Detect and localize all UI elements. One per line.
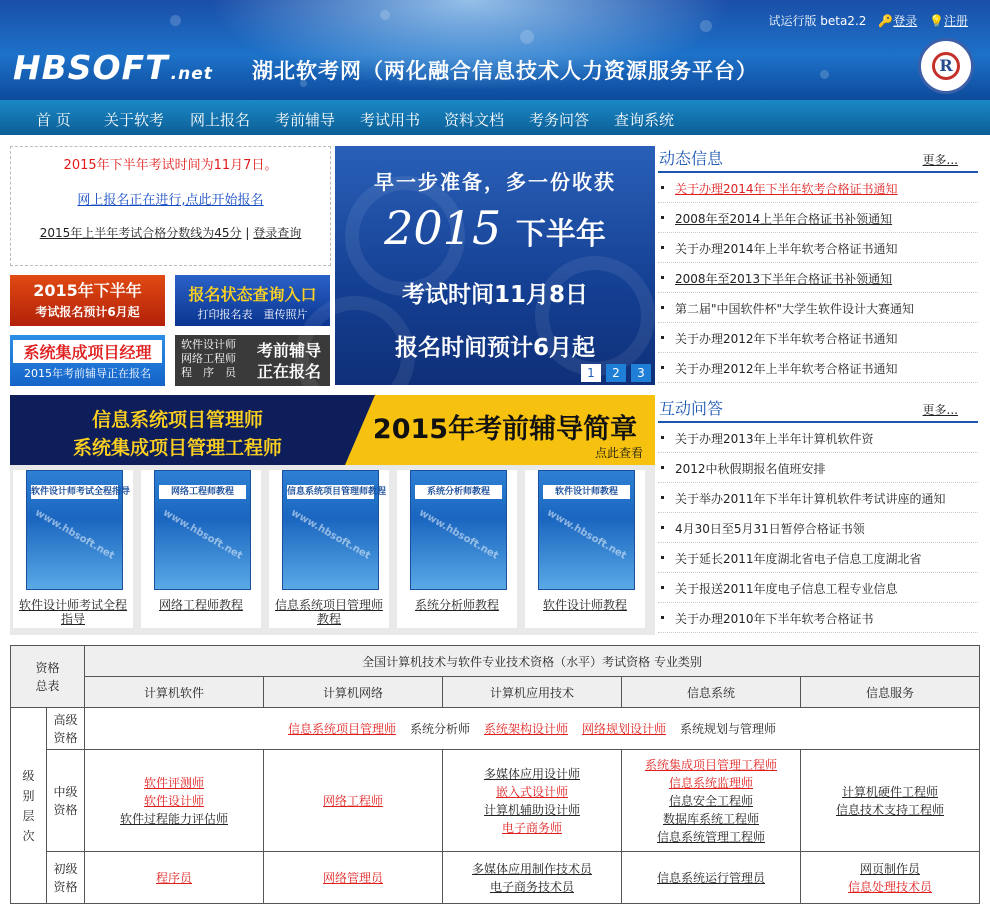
mid-cell-application xyxy=(443,750,622,852)
qualification-link[interactable]: 系统规划与管理师 xyxy=(680,722,777,736)
nav-qa[interactable]: 考务问答 xyxy=(529,111,590,129)
qualification-link[interactable]: 系统集成项目管理工程师 xyxy=(644,757,777,772)
book-cover[interactable]: 系统分析师教程 www.hbsoft.net xyxy=(410,470,507,590)
level-mid: 中级 资格 xyxy=(47,750,85,852)
banner-registration-date: 报名时间预计6月起 xyxy=(394,335,595,361)
mid-cell-info-system xyxy=(622,750,801,852)
exam-date-notice: 2015年下半年考试时间为11月7日。 xyxy=(63,158,278,173)
qualification-link[interactable]: 软件评测师 xyxy=(143,775,204,790)
top-links xyxy=(768,12,968,29)
category-header: 信息服务 xyxy=(801,677,980,708)
banner-page-3[interactable]: 3 xyxy=(631,364,651,382)
score-link[interactable]: 2015年上半年考试合格分数线为45分 xyxy=(39,226,242,240)
nav-about[interactable]: 关于软考 xyxy=(104,111,165,129)
list-item[interactable]: 2008年至2013下半年合格证书补领通知 xyxy=(658,263,978,293)
list-item[interactable]: 2012中秋假期报名值班安排 xyxy=(658,453,978,483)
qualification-link[interactable]: 信息安全工程师 xyxy=(668,793,753,808)
qualification-link[interactable]: 信息技术支持工程师 xyxy=(835,802,944,817)
category-header: 计算机网络 xyxy=(264,677,443,708)
promo-view-link[interactable]: 点此查看 xyxy=(594,446,643,460)
qualification-link[interactable]: 嵌入式设计师 xyxy=(495,784,568,799)
book-item[interactable] xyxy=(13,470,133,628)
more-link[interactable]: 更多... xyxy=(922,153,958,167)
qualification-link[interactable]: 信息系统运行管理员 xyxy=(656,870,765,885)
list-item[interactable]: 关于办理2012年上半年软考合格证书通知 xyxy=(658,353,978,383)
login-link[interactable]: 🔑登录 xyxy=(878,14,918,28)
level-low: 初级 资格 xyxy=(47,852,85,904)
list-item[interactable]: 第二届"中国软件杯"大学生软件设计大赛通知 xyxy=(658,293,978,323)
qualification-link[interactable]: 系统架构设计师 xyxy=(483,722,568,736)
low-cell-application xyxy=(443,852,622,904)
tutoring-promo-banner[interactable]: 信息系统项目管理师 系统集成项目管理工程师 2015年考前辅导简章 点此查看 xyxy=(10,395,655,465)
notice-box xyxy=(10,146,331,266)
emblem-logo: R xyxy=(918,38,974,94)
nav-online-registration[interactable]: 网上报名 xyxy=(190,111,251,129)
list-item[interactable]: 关于办理2012年下半年软考合格证书通知 xyxy=(658,323,978,353)
book-item[interactable] xyxy=(525,470,645,628)
banner-page-1[interactable]: 1 xyxy=(581,364,601,382)
low-cell-network xyxy=(264,852,443,904)
qualification-link[interactable]: 程序员 xyxy=(155,870,192,885)
qualification-link[interactable]: 网络工程师 xyxy=(322,793,383,808)
qualification-link[interactable]: 信息系统管理工程师 xyxy=(656,829,765,844)
registration-status-button[interactable]: 报名状态查询入口 打印报名表 重传照片 xyxy=(175,275,330,326)
nav-exam-books[interactable]: 考试用书 xyxy=(360,111,421,129)
qualification-link[interactable]: 计算机硬件工程师 xyxy=(841,784,938,799)
mid-cell-info-service xyxy=(801,750,980,852)
book-title[interactable]: 系统分析师教程 xyxy=(414,598,499,612)
qualification-link[interactable]: 信息处理技术员 xyxy=(847,879,932,894)
banner-slogan: 早一步准备，多一份收获 xyxy=(374,170,616,194)
site-logo[interactable]: HBSOFT .net xyxy=(13,48,213,87)
registration-link[interactable]: 网上报名正在进行,点此开始报名 xyxy=(77,193,264,208)
book-title[interactable]: 软件设计师考试全程指导 xyxy=(18,598,127,626)
site-title: 湖北软考网（两化融合信息技术人力资源服务平台） xyxy=(252,59,758,83)
qualification-link[interactable]: 网络规划设计师 xyxy=(582,722,667,736)
qualification-link[interactable]: 网络管理员 xyxy=(322,870,383,885)
category-header: 计算机应用技术 xyxy=(443,677,622,708)
category-header: 信息系统 xyxy=(622,677,801,708)
nav-documents[interactable]: 资料文档 xyxy=(444,111,505,129)
table-top-header: 全国计算机技术与软件专业技术资格（水平）考试资格 专业类别 xyxy=(85,646,980,677)
list-item[interactable]: 关于报送2011年度电子信息工程专业信息 xyxy=(658,573,978,603)
qualification-link[interactable]: 电子商务师 xyxy=(501,820,562,835)
low-cell-info-system xyxy=(622,852,801,904)
list-item[interactable]: 4月30日至5月31日暂停合格证书领 xyxy=(658,513,978,543)
more-link[interactable]: 更多... xyxy=(922,403,958,417)
tutoring-registration-button[interactable]: 软件设计师 网络工程师 程 序 员 考前辅导 正在报名 xyxy=(175,335,330,386)
low-cell-info-service xyxy=(801,852,980,904)
register-link[interactable]: 💡注册 xyxy=(929,14,968,28)
list-item[interactable]: 关于办理2010年下半年软考合格证书 xyxy=(658,603,978,633)
qualification-link[interactable]: 计算机辅助设计师 xyxy=(483,802,580,817)
qualification-link[interactable]: 软件过程能力评估师 xyxy=(119,811,228,826)
login-query-link[interactable]: 登录查询 xyxy=(253,226,302,240)
level-header: 级 别 层 次 xyxy=(11,708,47,904)
book-cover[interactable]: 信息系统项目管理师教程 www.hbsoft.net xyxy=(282,470,379,590)
qualification-link[interactable]: 信息系统监理师 xyxy=(668,775,753,790)
list-item[interactable]: 关于办理2014年上半年软考合格证书通知 xyxy=(658,233,978,263)
book-item[interactable] xyxy=(397,470,517,628)
key-icon: 🔑 xyxy=(878,14,894,28)
section-title: 动态信息 xyxy=(659,149,724,168)
qualification-link[interactable]: 信息系统项目管理师 xyxy=(287,722,396,736)
score-line: 2015年上半年考试合格分数线为45分 | 登录查询 xyxy=(39,226,302,240)
book-cover[interactable]: 软件设计师考试全程指导 www.hbsoft.net xyxy=(26,470,123,590)
qualification-link[interactable]: 电子商务技术员 xyxy=(489,879,574,894)
list-item[interactable]: 2008年至2014上半年合格证书补领通知 xyxy=(658,203,978,233)
qualification-table xyxy=(10,645,980,904)
nav-tutoring[interactable]: 考前辅导 xyxy=(275,111,336,129)
qualification-link[interactable]: 软件设计师 xyxy=(143,793,204,808)
book-item[interactable] xyxy=(269,470,389,628)
list-item[interactable]: 关于举办2011年下半年计算机软件考试讲座的通知 xyxy=(658,483,978,513)
system-integration-pm-button[interactable]: 系统集成项目经理 2015年考前辅导正在报名 xyxy=(10,335,165,386)
level-high: 高级 资格 xyxy=(47,708,85,750)
list-item[interactable]: 关于办理2014年下半年软考合格证书通知 xyxy=(658,173,978,203)
book-title[interactable]: 信息系统项目管理师教程 xyxy=(274,598,383,626)
nav-home[interactable]: 首 页 xyxy=(36,111,71,129)
low-cell-software xyxy=(85,852,264,904)
version-label: 试运行版 beta2.2 xyxy=(768,14,867,28)
qualification-link[interactable]: 多媒体应用设计师 xyxy=(483,766,580,781)
list-item[interactable]: 关于延长2011年度湖北省电子信息工度湖北省 xyxy=(658,543,978,573)
book-cover[interactable]: 软件设计师教程 www.hbsoft.net xyxy=(538,470,635,590)
qualification-link[interactable]: 数据库系统工程师 xyxy=(662,811,759,826)
category-header: 计算机软件 xyxy=(85,677,264,708)
lightbulb-icon: 💡 xyxy=(929,14,944,28)
qualification-link[interactable]: 多媒体应用制作技术员 xyxy=(471,861,592,876)
high-level-row xyxy=(85,708,980,750)
banner-year: 2015 下半年 xyxy=(384,201,606,255)
list-item[interactable]: 关于办理2013年上半年计算机软件资 xyxy=(658,423,978,453)
book-list xyxy=(10,465,655,635)
book-item[interactable] xyxy=(141,470,261,628)
qualification-link[interactable]: 系统分析师 xyxy=(409,722,470,736)
banner-exam-date: 考试时间11月8日 xyxy=(401,282,588,308)
book-cover[interactable]: 网络工程师教程 www.hbsoft.net xyxy=(154,470,251,590)
main-nav xyxy=(0,100,990,135)
site-header xyxy=(0,0,990,100)
exam-banner[interactable] xyxy=(335,146,655,385)
section-title: 互动问答 xyxy=(659,399,724,418)
qualification-link[interactable]: 网页制作员 xyxy=(859,861,920,876)
mid-cell-network xyxy=(264,750,443,852)
h2-2015-registration-button[interactable]: 2015年下半年 考试报名预计6月起 xyxy=(10,275,165,326)
mid-cell-software xyxy=(85,750,264,852)
table-corner: 资格 总表 xyxy=(11,646,85,708)
book-title[interactable]: 网络工程师教程 xyxy=(158,598,243,612)
book-title[interactable]: 软件设计师教程 xyxy=(542,598,627,612)
nav-query[interactable]: 查询系统 xyxy=(614,111,675,129)
banner-page-2[interactable]: 2 xyxy=(606,364,626,382)
